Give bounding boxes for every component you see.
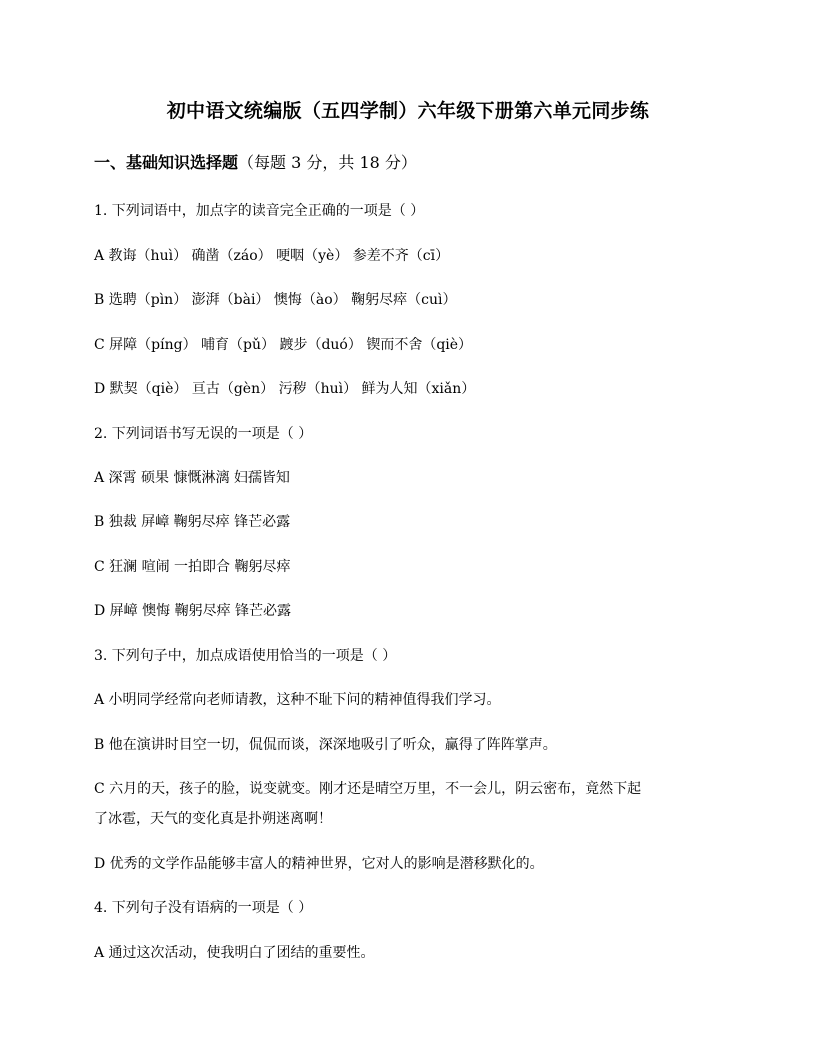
section-heading	[94, 150, 417, 173]
page-title: 初中语文统编版（五四学制）六年级下册第六单元同步练	[166, 100, 650, 122]
question-1-option-b: B 选聘（pìn） 澎湃（bài） 懊悔（ào） 鞠躬尽瘁（cuì）	[94, 292, 457, 308]
question-3-option-b: B 他在演讲时目空一切，侃侃而谈，深深地吸引了听众，赢得了阵阵掌声。	[94, 737, 557, 753]
question-1-option-d: D 默契（qiè） 亘古（gèn） 污秽（huì） 鲜为人知（xiǎn）	[94, 381, 476, 397]
question-1-stem: 1. 下列词语中，加点字的读音完全正确的一项是（ ）	[94, 203, 425, 219]
section-score-note: （每题 3 分，共 18 分）	[238, 153, 417, 172]
question-1-option-c: C 屏障（píng） 哺育（pǔ） 踱步（duó） 锲而不舍（qiè）	[94, 337, 473, 353]
question-2-stem: 2. 下列词语书写无误的一项是（ ）	[94, 426, 313, 442]
question-2-option-d: D 屏嶂 懊悔 鞠躬尽瘁 锋芒必露	[94, 603, 292, 619]
question-3-option-d: D 优秀的文学作品能够丰富人的精神世界，它对人的影响是潜移默化的。	[94, 856, 544, 872]
question-4-stem: 4. 下列句子没有语病的一项是（ ）	[94, 900, 313, 916]
question-3-option-a: A 小明同学经常向老师请教，这种不耻下问的精神值得我们学习。	[94, 692, 501, 708]
question-3-option-c: C 六月的天，孩子的脸，说变就变。刚才还是晴空万里，不一会儿，阴云密布，竟然下起	[94, 781, 642, 797]
section-heading-text: 一、基础知识选择题	[94, 153, 239, 172]
question-1-option-a: A 教诲（huì） 确凿（záo） 哽咽（yè） 参差不齐（cī）	[94, 248, 450, 264]
question-4-option-a: A 通过这次活动，使我明白了团结的重要性。	[94, 945, 375, 961]
question-2-option-b: B 独裁 屏嶂 鞠躬尽瘁 锋芒必露	[94, 514, 291, 530]
question-3-option-c-continued: 了冰雹，天气的变化真是扑朔迷离啊！	[94, 811, 332, 827]
question-2-option-a: A 深霄 硕果 慷慨淋漓 妇孺皆知	[94, 470, 290, 486]
question-3-stem: 3. 下列句子中，加点成语使用恰当的一项是（ ）	[94, 648, 397, 664]
question-2-option-c: C 狂澜 喧闹 一拍即合 鞠躬尽瘁	[94, 559, 291, 575]
